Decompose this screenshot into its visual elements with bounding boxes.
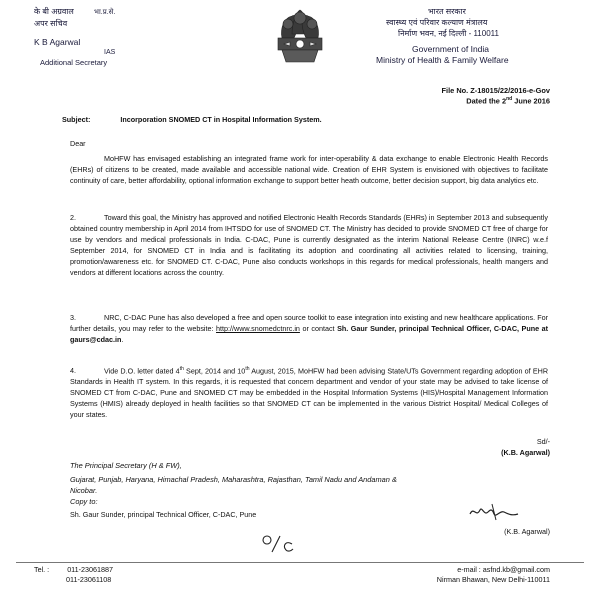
copy-to-label: Copy to: <box>70 497 98 506</box>
ministry-gov: Government of India <box>412 44 490 54</box>
paragraph-1: MoHFW has envisaged establishing an integrated frame work for inter-operability & data exchange to enable Electronic Health Records (EHRs) of citizens to be created, made available and accessible national wide. Creation of EHR System is envisioned with objectives to facilitate continuity of care, better affordability, optional information exchange to support better heath outcome, better decision support, big data analytics etc. <box>70 154 548 185</box>
national-emblem <box>268 4 332 80</box>
officer-hindi-service: भा.प्र.से. <box>94 9 116 16</box>
footer-telephone <box>34 565 184 585</box>
copy-recipient: Sh. Gaur Sunder, principal Technical Officer, C-DAC, Pune <box>70 510 257 519</box>
paragraph-2-number: 2. <box>70 213 76 222</box>
ministry-hindi-line2: स्वास्थ्य एवं परिवार कल्याण मंत्रालय <box>386 18 488 27</box>
tel-number-2: 011-23061108 <box>66 575 112 584</box>
office-copy-mark <box>258 532 298 556</box>
signatory-name: (K.B. Agarwal) <box>501 448 550 457</box>
officer-hindi-name: के बी अग्रवाल <box>34 7 74 16</box>
ministry-hindi-line3: निर्माण भवन, नई दिल्ली - 110011 <box>398 29 499 38</box>
footer-divider <box>16 562 584 563</box>
addressee-line3: Nicobar. <box>70 486 98 495</box>
paragraph-3: 3. NRC, C-DAC Pune has also developed a free and open source toolkit to ease integration into existing and new healthcare applications. For further details, you may refer to the website: http://www.snomedctnrc.in or contact Sh. Gaur Sunder, principal Technical Officer, C-DAC, Pune at gaurs@cdac.in. <box>70 313 549 344</box>
officer-designation: Additional Secretary <box>40 58 108 67</box>
ministry-name: Ministry of Health & Family Welfare <box>376 55 509 65</box>
handwritten-signature <box>466 500 526 528</box>
signature-block <box>470 436 550 458</box>
addressee-line2: Gujarat, Punjab, Haryana, Himachal Pradesh, Maharashtra, Rajasthan, Tamil Nadu and Andaman & <box>70 475 397 484</box>
contact-person: Sh. Gaur Sunder, principal Technical Officer, C-DAC, Pune at gaurs@cdac.in <box>70 324 549 344</box>
file-reference <box>380 86 550 105</box>
tel-label: Tel. : <box>34 565 50 574</box>
ashoka-emblem-icon <box>268 4 332 70</box>
officer-name: K B Agarwal <box>34 37 81 47</box>
letter-date: Dated the 2nd June 2016 <box>466 96 550 106</box>
tel-number-1: 011-23061887 <box>67 565 114 574</box>
file-number: File No. Z-18015/22/2016-e-Gov <box>441 86 550 95</box>
ministry-block <box>356 6 576 66</box>
subject-text: Incorporation SNOMED CT in Hospital Information System. <box>120 115 322 124</box>
footer-address: Nirman Bhawan, New Delhi-110011 <box>436 575 550 584</box>
officer-block <box>34 6 184 68</box>
subject-line <box>62 114 562 125</box>
paragraph-4-number: 4. <box>70 366 76 376</box>
signatory-name-2: (K.B. Agarwal) <box>504 527 550 536</box>
addressee-line1: The Principal Secretary (H & FW), <box>70 461 182 470</box>
footer-email: e-mail : asfnd.kb@gmail.com <box>457 565 550 574</box>
signature-sd: Sd/- <box>536 437 550 446</box>
subject-label: Subject: <box>62 115 91 124</box>
ministry-hindi-line1: भारत सरकार <box>428 7 466 16</box>
paragraph-3-number: 3. <box>70 313 76 322</box>
officer-hindi-designation: अपर सचिव <box>34 19 68 28</box>
footer-contact <box>380 565 550 585</box>
nrc-website-link[interactable]: http://www.snomedctnrc.in <box>216 324 300 333</box>
paragraph-2: 2. Toward this goal, the Ministry has approved and notified Electronic Health Records Standards (EHRs) in September 2013 and subsequently obtained country membership in April 2014 from IHTSDO for use of SNOMED CT. The Ministry has decided to provide SNOMED CT free of charge for use by vendors and medical professionals in India. C-DAC, Pune is currently designated as the interim National Release Centre (INRC) w.e.f September 2014, for SNOMED CT in India and is facilitating its adoption and coordinating all activities related to licensing, training, promotion/awareness etc. for SNOMED CT. C-DAC, Pune also conducts workshops in this regards for medical professionals, health mangers and vendors at different locations across the country. <box>70 213 548 277</box>
officer-service: IAS <box>104 49 116 56</box>
paragraph-4: 4. Vide D.O. letter dated 4th Sept, 2014 and 10th August, 2015, MoHFW had been advising State/UTs Government regarding adoption of EHR Standards in Health IT system. In this regards, it is requested that concern department and vendor of your state may be advised to take license of SNOMED CT from C-DAC, Pune and SNOMED CT may be embedded in the Hospital Information Systems (HIS)/Hospital Management Information Systems (HMIS) already deployed in health facilities so that SNOMED CT can be implemented in the various District Hospital/ Medical Colleges of your states. <box>70 366 549 420</box>
salutation: Dear <box>70 139 86 148</box>
